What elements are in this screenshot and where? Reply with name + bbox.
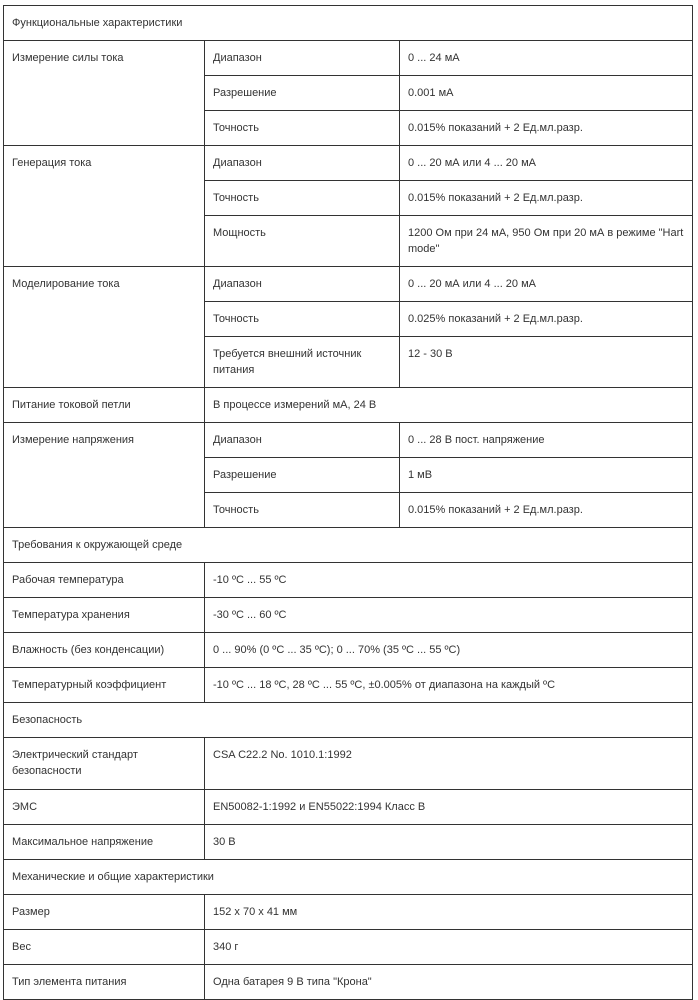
param-value: 0 ... 24 мА (400, 41, 693, 76)
param-value: 1200 Ом при 24 мА, 950 Ом при 20 мА в режиме "Hart mode" (400, 216, 693, 267)
table-row (4, 563, 693, 598)
section-title: Требования к окружающей среде (4, 528, 693, 563)
section-header-row (4, 6, 693, 41)
group-label: Генерация тока (4, 146, 205, 267)
table-row (4, 965, 693, 1000)
table-row (4, 146, 693, 181)
section-title: Механические и общие характеристики (4, 860, 693, 895)
param-value: 0 ... 90% (0 ºC ... 35 ºC); 0 ... 70% (35 ºC ... 55 ºC) (205, 633, 693, 668)
param-label: Диапазон (205, 267, 400, 302)
section-header-row (4, 860, 693, 895)
param-label: ЭМС (4, 790, 205, 825)
table-row (4, 598, 693, 633)
param-value: 30 В (205, 825, 693, 860)
table-row (4, 633, 693, 668)
param-value: 0.015% показаний + 2 Ед.мл.разр. (400, 493, 693, 528)
param-label: Точность (205, 181, 400, 216)
param-value: 0.025% показаний + 2 Ед.мл.разр. (400, 302, 693, 337)
param-label: Максимальное напряжение (4, 825, 205, 860)
param-label: Требуется внешний источник питания (205, 337, 400, 388)
param-label: Размер (4, 895, 205, 930)
param-label: Диапазон (205, 146, 400, 181)
table-row (4, 930, 693, 965)
table-row (4, 738, 693, 790)
param-value: 152 x 70 x 41 мм (205, 895, 693, 930)
param-value: -10 ºC ... 18 ºC, 28 ºC ... 55 ºC, ±0.005% от диапазона на каждый ºC (205, 668, 693, 703)
param-value: 12 - 30 В (400, 337, 693, 388)
param-label: Разрешение (205, 458, 400, 493)
param-label: Температурный коэффициент (4, 668, 205, 703)
param-value: -30 ºC ... 60 ºC (205, 598, 693, 633)
param-label: Вес (4, 930, 205, 965)
group-label: Измерение силы тока (4, 41, 205, 146)
param-value: В процессе измерений мА, 24 В (205, 388, 693, 423)
param-label: Разрешение (205, 76, 400, 111)
param-value: 0 ... 20 мА или 4 ... 20 мА (400, 146, 693, 181)
section-header-row (4, 528, 693, 563)
param-label: Мощность (205, 216, 400, 267)
table-row (4, 267, 693, 302)
param-label: Влажность (без конденсации) (4, 633, 205, 668)
param-label: Рабочая температура (4, 563, 205, 598)
param-label: Температура хранения (4, 598, 205, 633)
table-row (4, 668, 693, 703)
param-value: 340 г (205, 930, 693, 965)
param-label: Точность (205, 302, 400, 337)
param-value: Одна батарея 9 В типа "Крона" (205, 965, 693, 1000)
section-header-row (4, 703, 693, 738)
group-label: Измерение напряжения (4, 423, 205, 528)
param-label: Диапазон (205, 423, 400, 458)
param-value: 0.015% показаний + 2 Ед.мл.разр. (400, 181, 693, 216)
specifications-table (3, 5, 693, 1000)
table-row (4, 423, 693, 458)
group-label: Моделирование тока (4, 267, 205, 388)
param-value: -10 ºC ... 55 ºC (205, 563, 693, 598)
param-label: Точность (205, 111, 400, 146)
param-value: 0.015% показаний + 2 Ед.мл.разр. (400, 111, 693, 146)
param-label: Электрический стандарт безопасности (4, 738, 205, 790)
param-value: EN50082-1:1992 и EN55022:1994 Класс B (205, 790, 693, 825)
param-value: 0 ... 20 мА или 4 ... 20 мА (400, 267, 693, 302)
section-title: Функциональные характеристики (4, 6, 693, 41)
table-row (4, 790, 693, 825)
param-value: 1 мВ (400, 458, 693, 493)
table-row (4, 388, 693, 423)
param-label: Диапазон (205, 41, 400, 76)
table-row (4, 41, 693, 76)
group-label: Питание токовой петли (4, 388, 205, 423)
table-row (4, 825, 693, 860)
param-value: CSA C22.2 No. 1010.1:1992 (205, 738, 693, 790)
param-label: Точность (205, 493, 400, 528)
param-value: 0.001 мА (400, 76, 693, 111)
section-title: Безопасность (4, 703, 693, 738)
param-value: 0 ... 28 В пост. напряжение (400, 423, 693, 458)
param-label: Тип элемента питания (4, 965, 205, 1000)
table-row (4, 895, 693, 930)
